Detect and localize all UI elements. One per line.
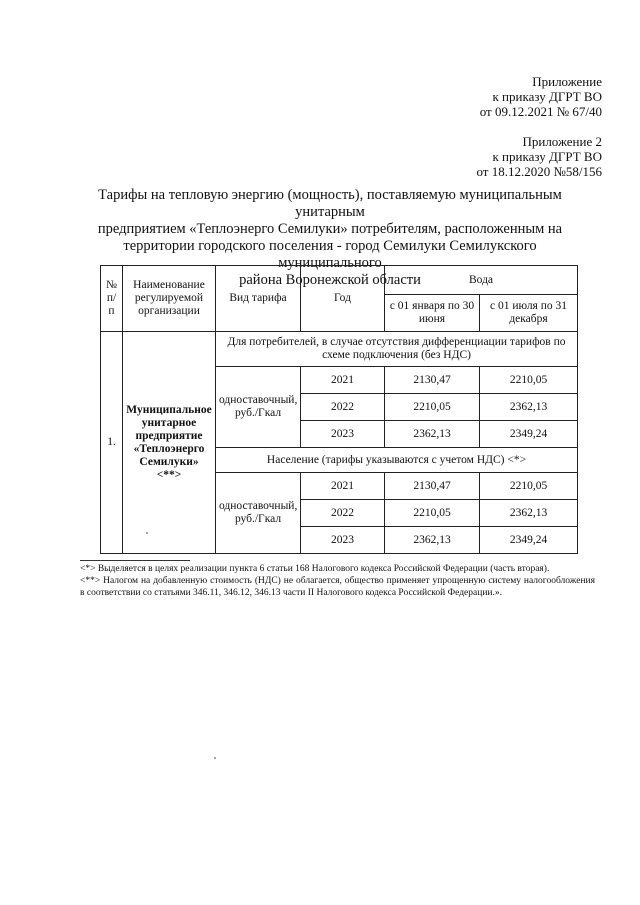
tariff-value-h2: 2349,24 xyxy=(480,527,578,554)
annex-block-current xyxy=(480,74,602,119)
header-row xyxy=(101,266,578,295)
row-number: 1. xyxy=(101,332,123,554)
tariff-value-h2: 2210,05 xyxy=(480,473,578,500)
tariff-value-h2: 2210,05 xyxy=(480,367,578,394)
annex-order-date: от 09.12.2021 № 67/40 xyxy=(479,104,602,119)
scan-speck xyxy=(214,757,216,759)
header-water: Вода xyxy=(385,266,578,295)
title-line: Тарифы на тепловую энергию (мощность), поставляемую муниципальным унитарным xyxy=(98,187,562,220)
scan-speck xyxy=(146,532,148,534)
footnotes xyxy=(80,560,595,599)
header-period-second-half: с 01 июля по 31 декабря xyxy=(480,295,578,332)
footnote-vat-exemption: <**> Налогом на добавленную стоимость (НДС) не облагается, общество применяет упрощенную систему налогообложения в соответствии со статьями 346.11, 346.12, 346.13 части II Налогового кодекса Российской Федерации.». xyxy=(80,576,595,598)
annex-label: Приложение xyxy=(532,74,602,89)
tariff-value-h2: 2349,24 xyxy=(480,421,578,448)
section-title: Для потребителей, в случае отсутствия дифференциации тарифов по схеме подключения (без НДС) xyxy=(216,332,578,367)
tariff-value-h2: 2362,13 xyxy=(480,500,578,527)
tariff-kind: одноставочный, руб./Гкал xyxy=(216,367,301,448)
header-period-first-half: с 01 января по 30 июня xyxy=(385,295,480,332)
header-num: № п/п xyxy=(101,266,123,332)
tariff-kind: одноставочный, руб./Гкал xyxy=(216,473,301,554)
year-cell: 2023 xyxy=(301,527,385,554)
annex-block-previous xyxy=(476,134,602,179)
tariff-value-h1: 2130,47 xyxy=(385,473,480,500)
annex-order-ref: к приказу ДГРТ ВО xyxy=(492,89,602,104)
annex-label: Приложение 2 xyxy=(522,134,602,149)
title-line: района Воронежской области xyxy=(239,272,421,288)
title-line: территории городского поселения - город Семилуки Семилукского муниципального xyxy=(123,238,537,271)
section-title: Население (тарифы указываются с учетом НДС) <*> xyxy=(216,448,578,473)
year-cell: 2022 xyxy=(301,394,385,421)
year-cell: 2021 xyxy=(301,367,385,394)
tariff-value-h1: 2362,13 xyxy=(385,527,480,554)
annex-order-date: от 18.12.2020 №58/156 xyxy=(476,164,602,179)
annex-order-ref: к приказу ДГРТ ВО xyxy=(492,149,602,164)
tariff-value-h1: 2210,05 xyxy=(385,394,480,421)
tariff-value-h2: 2362,13 xyxy=(480,394,578,421)
tariff-value-h1: 2210,05 xyxy=(385,500,480,527)
footnote-vat-allocation: <*> Выделяется в целях реализации пункта 6 статьи 168 Налогового кодекса Российской Федерации (часть вторая). xyxy=(80,564,550,574)
section-header-row xyxy=(101,332,578,367)
tariff-value-h1: 2130,47 xyxy=(385,367,480,394)
organization-name: Муниципальное унитарное предприятие «Теплоэнерго Семилуки» <**> xyxy=(123,332,216,554)
header-org: Наименование регулируемой организации xyxy=(123,266,216,332)
header-tariff-type: Вид тарифа xyxy=(216,266,301,332)
footnote-divider xyxy=(80,560,190,561)
tariff-value-h1: 2362,13 xyxy=(385,421,480,448)
tariff-table xyxy=(100,265,578,554)
year-cell: 2023 xyxy=(301,421,385,448)
title-line: предприятием «Теплоэнерго Семилуки» потребителям, расположенным на xyxy=(97,221,563,237)
year-cell: 2021 xyxy=(301,473,385,500)
header-year: Год xyxy=(301,266,385,332)
year-cell: 2022 xyxy=(301,500,385,527)
